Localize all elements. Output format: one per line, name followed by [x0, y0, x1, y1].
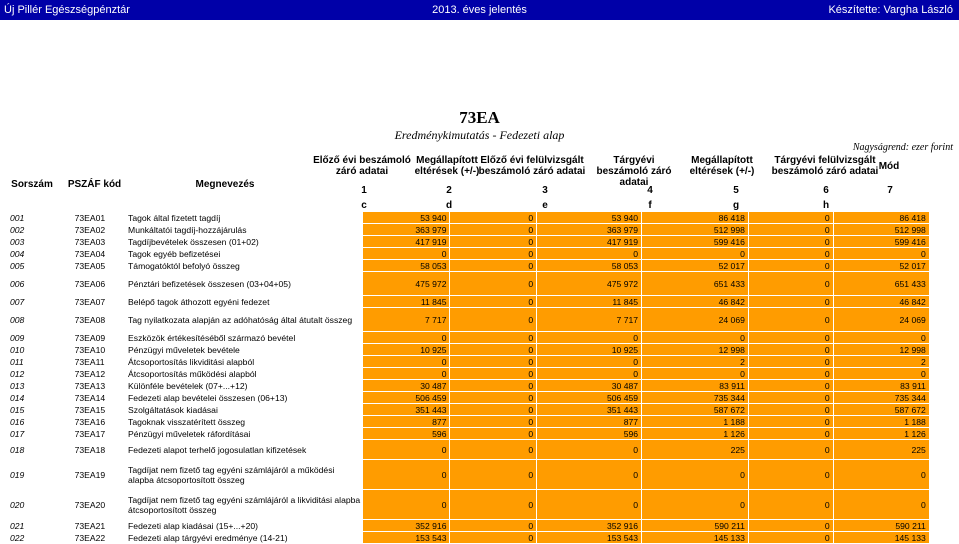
value-cell: 351 443 — [363, 404, 450, 416]
value-cell: 10 925 — [537, 344, 642, 356]
report-year: 2013. éves jelentés — [432, 4, 527, 16]
income-statement-table — [0, 211, 959, 544]
value-cell: 0 — [748, 212, 833, 224]
table-row — [0, 212, 959, 224]
value-cell: 0 — [748, 248, 833, 260]
value-cell: 0 — [450, 272, 537, 296]
value-cell: 475 972 — [537, 272, 642, 296]
value-cell: 53 940 — [363, 212, 450, 224]
value-cell: 0 — [748, 236, 833, 248]
value-cell: 0 — [450, 404, 537, 416]
mod-cell — [929, 490, 959, 520]
row-number: 021 — [10, 520, 25, 531]
value-cell: 651 433 — [833, 272, 929, 296]
value-cell: 2 — [642, 356, 749, 368]
value-cell: 0 — [450, 428, 537, 440]
value-cell: 0 — [450, 224, 537, 236]
value-cell: 225 — [833, 440, 929, 460]
pszaf-code: 73EA06 — [74, 278, 106, 289]
col-letter-e: e — [542, 200, 548, 211]
row-number: 007 — [10, 296, 25, 307]
value-cell: 0 — [450, 344, 537, 356]
value-cell: 0 — [642, 460, 749, 490]
value-cell: 877 — [363, 416, 450, 428]
col-header-c2: Megállapított eltérések (+/-) — [414, 155, 480, 177]
row-label: Fedezeti alap bevételei összesen (06+13) — [128, 392, 288, 403]
row-number: 013 — [10, 380, 25, 391]
table-row — [0, 224, 959, 236]
col-letter-g: g — [732, 200, 740, 211]
row-label: Támogatóktól befolyó összeg — [128, 260, 240, 271]
row-label: Tagdíjbevételek összesen (01+02) — [128, 236, 259, 247]
value-cell: 0 — [363, 356, 450, 368]
value-cell: 735 344 — [833, 392, 929, 404]
value-cell: 0 — [833, 248, 929, 260]
row-label: Pénzügyi műveletek bevétele — [128, 344, 240, 355]
row-number: 014 — [10, 392, 25, 403]
row-number: 019 — [10, 469, 25, 480]
value-cell: 0 — [748, 260, 833, 272]
value-cell: 2 — [833, 356, 929, 368]
mod-cell — [929, 460, 959, 490]
value-cell: 0 — [748, 308, 833, 332]
value-cell: 1 188 — [833, 416, 929, 428]
row-label: Eszközök értékesítéséből származó bevétel — [128, 332, 296, 343]
col-header-c3: Előző évi felülvizsgált beszámoló záró adatai — [478, 155, 586, 177]
pszaf-code: 73EA17 — [74, 428, 106, 439]
col-header-c4: Tárgyévi beszámoló záró adatai — [596, 155, 672, 188]
row-label: Tagoknak visszatérített összeg — [128, 416, 246, 427]
value-cell: 475 972 — [363, 272, 450, 296]
row-number: 020 — [10, 499, 25, 510]
value-cell: 0 — [537, 368, 642, 380]
value-cell: 0 — [537, 332, 642, 344]
row-number: 001 — [10, 212, 25, 223]
value-cell: 0 — [642, 490, 749, 520]
value-cell: 417 919 — [363, 236, 450, 248]
value-cell: 30 487 — [537, 380, 642, 392]
value-cell: 0 — [642, 248, 749, 260]
row-number: 012 — [10, 368, 25, 379]
table-row — [0, 260, 959, 272]
fund-name: Új Pillér Egészségpénztár — [4, 4, 130, 16]
row-number: 018 — [10, 444, 25, 455]
value-cell: 0 — [363, 490, 450, 520]
col-letter-c: c — [361, 200, 367, 211]
col-header-c5: Megállapított eltérések (+/-) — [689, 155, 755, 177]
value-cell: 877 — [537, 416, 642, 428]
value-cell: 24 069 — [642, 308, 749, 332]
value-cell: 0 — [748, 296, 833, 308]
author: Készítette: Vargha László — [828, 4, 953, 16]
mod-cell — [929, 368, 959, 380]
pszaf-code: 73EA08 — [74, 314, 106, 325]
value-cell: 0 — [450, 332, 537, 344]
mod-cell — [929, 236, 959, 248]
row-label: Tag nyilatkozata alapján az adóhatóság által átutalt összeg — [128, 314, 353, 325]
value-cell: 587 672 — [833, 404, 929, 416]
value-cell: 0 — [748, 404, 833, 416]
table-row — [0, 344, 959, 356]
value-cell: 0 — [833, 460, 929, 490]
col-header-mod: Mód — [878, 161, 900, 172]
value-cell: 0 — [537, 440, 642, 460]
value-cell: 0 — [642, 368, 749, 380]
value-cell: 0 — [748, 224, 833, 236]
value-cell: 0 — [748, 332, 833, 344]
value-cell: 0 — [363, 440, 450, 460]
value-cell: 512 998 — [642, 224, 749, 236]
value-cell: 1 188 — [642, 416, 749, 428]
col-letter-f: f — [648, 200, 652, 211]
row-number: 009 — [10, 332, 25, 343]
pszaf-code: 73EA04 — [74, 248, 106, 259]
row-label: Tagdíjat nem fizető tag egyéni számlájáról a működési alapba átcsoportosított összeg — [128, 464, 335, 485]
value-cell: 0 — [450, 248, 537, 260]
row-label: Fedezeti alap kiadásai (15+...+20) — [128, 520, 258, 531]
value-cell: 153 543 — [537, 532, 642, 544]
value-cell: 1 126 — [642, 428, 749, 440]
value-cell: 0 — [450, 416, 537, 428]
value-cell: 83 911 — [833, 380, 929, 392]
col-letter-h: h — [822, 200, 830, 211]
mod-cell — [929, 380, 959, 392]
row-number: 016 — [10, 416, 25, 427]
value-cell: 0 — [833, 368, 929, 380]
row-label: Tagok egyéb befizetései — [128, 248, 221, 259]
table-row — [0, 460, 959, 490]
value-cell: 0 — [450, 212, 537, 224]
col-number-5: 5 — [733, 185, 739, 196]
value-cell: 0 — [748, 520, 833, 532]
table-row — [0, 272, 959, 296]
mod-cell — [929, 224, 959, 236]
row-number: 015 — [10, 404, 25, 415]
value-cell: 58 053 — [537, 260, 642, 272]
col-number-1: 1 — [361, 185, 367, 196]
row-label: Tagdíjat nem fizető tag egyéni számlájáról a likviditási alapba átcsoportosított összeg — [128, 494, 361, 515]
table-row — [0, 368, 959, 380]
row-label: Szolgáltatások kiadásai — [128, 404, 218, 415]
table-row — [0, 308, 959, 332]
row-label: Pénztári befizetések összesen (03+04+05) — [128, 278, 291, 289]
mod-cell — [929, 332, 959, 344]
value-cell: 590 211 — [833, 520, 929, 532]
value-cell: 83 911 — [642, 380, 749, 392]
table-row — [0, 380, 959, 392]
mod-cell — [929, 260, 959, 272]
value-cell: 53 940 — [537, 212, 642, 224]
value-cell: 352 916 — [537, 520, 642, 532]
mod-cell — [929, 344, 959, 356]
pszaf-code: 73EA20 — [74, 499, 106, 510]
row-label: Átcsoportosítás likviditási alapból — [128, 356, 255, 367]
table-row — [0, 236, 959, 248]
pszaf-code: 73EA07 — [74, 296, 106, 307]
value-cell: 0 — [363, 332, 450, 344]
col-header-pszaf: PSZÁF kód — [67, 179, 122, 190]
value-cell: 0 — [537, 490, 642, 520]
value-cell: 0 — [833, 332, 929, 344]
value-cell: 417 919 — [537, 236, 642, 248]
report-header-bar — [0, 0, 959, 20]
value-cell: 596 — [363, 428, 450, 440]
value-cell: 145 133 — [833, 532, 929, 544]
col-number-3: 3 — [542, 185, 548, 196]
pszaf-code: 73EA13 — [74, 380, 106, 391]
row-label: Különféle bevételek (07+...+12) — [128, 380, 248, 391]
value-cell: 0 — [450, 368, 537, 380]
value-cell: 52 017 — [833, 260, 929, 272]
report-code: 73EA — [459, 108, 500, 127]
value-cell: 1 126 — [833, 428, 929, 440]
mod-cell — [929, 356, 959, 368]
value-cell: 0 — [450, 380, 537, 392]
table-row — [0, 520, 959, 532]
value-cell: 7 717 — [363, 308, 450, 332]
table-row — [0, 296, 959, 308]
value-cell: 0 — [642, 332, 749, 344]
row-number: 004 — [10, 248, 25, 259]
row-label: Munkáltatói tagdíj-hozzájárulás — [128, 224, 247, 235]
value-cell: 599 416 — [642, 236, 749, 248]
value-cell: 0 — [748, 490, 833, 520]
mod-cell — [929, 404, 959, 416]
value-cell: 0 — [833, 490, 929, 520]
mod-cell — [929, 440, 959, 460]
col-number-6: 6 — [823, 185, 829, 196]
pszaf-code: 73EA16 — [74, 416, 106, 427]
mod-cell — [929, 392, 959, 404]
value-cell: 24 069 — [833, 308, 929, 332]
unit-note: Nagyságrend: ezer forint — [852, 142, 953, 153]
pszaf-code: 73EA12 — [74, 368, 106, 379]
col-number-2: 2 — [446, 185, 452, 196]
row-number: 005 — [10, 260, 25, 271]
col-header-c1: Előző évi beszámoló záró adatai — [313, 155, 411, 177]
value-cell: 153 543 — [363, 532, 450, 544]
value-cell: 587 672 — [642, 404, 749, 416]
value-cell: 52 017 — [642, 260, 749, 272]
value-cell: 0 — [450, 460, 537, 490]
row-number: 006 — [10, 278, 25, 289]
value-cell: 58 053 — [363, 260, 450, 272]
table-row — [0, 404, 959, 416]
row-number: 010 — [10, 344, 25, 355]
col-number-7: 7 — [887, 185, 893, 196]
value-cell: 10 925 — [363, 344, 450, 356]
value-cell: 12 998 — [833, 344, 929, 356]
row-number: 003 — [10, 236, 25, 247]
pszaf-code: 73EA05 — [74, 260, 106, 271]
value-cell: 0 — [450, 440, 537, 460]
value-cell: 7 717 — [537, 308, 642, 332]
value-cell: 0 — [363, 460, 450, 490]
pszaf-code: 73EA15 — [74, 404, 106, 415]
pszaf-code: 73EA01 — [74, 212, 106, 223]
value-cell: 512 998 — [833, 224, 929, 236]
mod-cell — [929, 296, 959, 308]
value-cell: 0 — [748, 392, 833, 404]
value-cell: 363 979 — [537, 224, 642, 236]
mod-cell — [929, 212, 959, 224]
report-title: Eredménykimutatás - Fedezeti alap — [394, 128, 565, 142]
value-cell: 0 — [450, 532, 537, 544]
pszaf-code: 73EA22 — [74, 532, 106, 543]
value-cell: 0 — [363, 368, 450, 380]
col-number-4: 4 — [647, 185, 653, 196]
value-cell: 0 — [748, 460, 833, 490]
row-number: 002 — [10, 224, 25, 235]
value-cell: 0 — [537, 460, 642, 490]
value-cell: 0 — [748, 380, 833, 392]
mod-cell — [929, 520, 959, 532]
pszaf-code: 73EA02 — [74, 224, 106, 235]
mod-cell — [929, 248, 959, 260]
value-cell: 0 — [450, 392, 537, 404]
col-header-c6: Tárgyévi felülvizsgált beszámoló záró adatai — [771, 155, 879, 177]
pszaf-code: 73EA18 — [74, 444, 106, 455]
value-cell: 225 — [642, 440, 749, 460]
value-cell: 0 — [748, 532, 833, 544]
mod-cell — [929, 308, 959, 332]
pszaf-code: 73EA03 — [74, 236, 106, 247]
value-cell: 0 — [450, 490, 537, 520]
row-label: Tagok által fizetett tagdíj — [128, 212, 221, 223]
row-label: Fedezeti alapot terhelő jogosulatlan kifizetések — [128, 444, 307, 455]
col-letter-d: d — [445, 200, 453, 211]
value-cell: 0 — [450, 308, 537, 332]
row-label: Fedezeti alap tárgyévi eredménye (14-21) — [128, 532, 288, 543]
pszaf-code: 73EA19 — [74, 469, 106, 480]
value-cell: 46 842 — [642, 296, 749, 308]
value-cell: 0 — [450, 296, 537, 308]
value-cell: 145 133 — [642, 532, 749, 544]
value-cell: 0 — [363, 248, 450, 260]
value-cell: 86 418 — [642, 212, 749, 224]
pszaf-code: 73EA21 — [74, 520, 106, 531]
value-cell: 0 — [537, 356, 642, 368]
value-cell: 0 — [748, 356, 833, 368]
mod-cell — [929, 272, 959, 296]
value-cell: 596 — [537, 428, 642, 440]
row-number: 017 — [10, 428, 25, 439]
value-cell: 0 — [450, 236, 537, 248]
value-cell: 651 433 — [642, 272, 749, 296]
value-cell: 46 842 — [833, 296, 929, 308]
value-cell: 0 — [748, 416, 833, 428]
value-cell: 0 — [450, 520, 537, 532]
value-cell: 599 416 — [833, 236, 929, 248]
value-cell: 351 443 — [537, 404, 642, 416]
table-row — [0, 392, 959, 404]
row-label: Átcsoportosítás működési alapból — [128, 368, 257, 379]
table-row — [0, 416, 959, 428]
value-cell: 0 — [450, 260, 537, 272]
value-cell: 506 459 — [363, 392, 450, 404]
row-label: Pénzügyi műveletek ráfordításai — [128, 428, 251, 439]
value-cell: 363 979 — [363, 224, 450, 236]
pszaf-code: 73EA14 — [74, 392, 106, 403]
table-row — [0, 332, 959, 344]
value-cell: 12 998 — [642, 344, 749, 356]
value-cell: 590 211 — [642, 520, 749, 532]
col-header-megnevezes: Megnevezés — [195, 179, 255, 190]
table-row — [0, 490, 959, 520]
table-row — [0, 428, 959, 440]
value-cell: 0 — [748, 344, 833, 356]
value-cell: 0 — [748, 272, 833, 296]
row-number: 022 — [10, 532, 25, 543]
pszaf-code: 73EA11 — [74, 356, 105, 367]
value-cell: 30 487 — [363, 380, 450, 392]
value-cell: 0 — [537, 248, 642, 260]
value-cell: 0 — [450, 356, 537, 368]
pszaf-code: 73EA09 — [74, 332, 106, 343]
value-cell: 11 845 — [537, 296, 642, 308]
mod-cell — [929, 416, 959, 428]
value-cell: 506 459 — [537, 392, 642, 404]
row-label: Belépő tagok áthozott egyéni fedezet — [128, 296, 270, 307]
mod-cell — [929, 428, 959, 440]
table-row — [0, 356, 959, 368]
value-cell: 352 916 — [363, 520, 450, 532]
value-cell: 0 — [748, 428, 833, 440]
row-number: 011 — [10, 356, 24, 367]
value-cell: 11 845 — [363, 296, 450, 308]
table-row — [0, 440, 959, 460]
pszaf-code: 73EA10 — [74, 344, 106, 355]
col-header-sorszam: Sorszám — [11, 179, 53, 190]
value-cell: 0 — [748, 368, 833, 380]
value-cell: 0 — [748, 440, 833, 460]
row-number: 008 — [10, 314, 25, 325]
table-row — [0, 248, 959, 260]
value-cell: 86 418 — [833, 212, 929, 224]
value-cell: 735 344 — [642, 392, 749, 404]
